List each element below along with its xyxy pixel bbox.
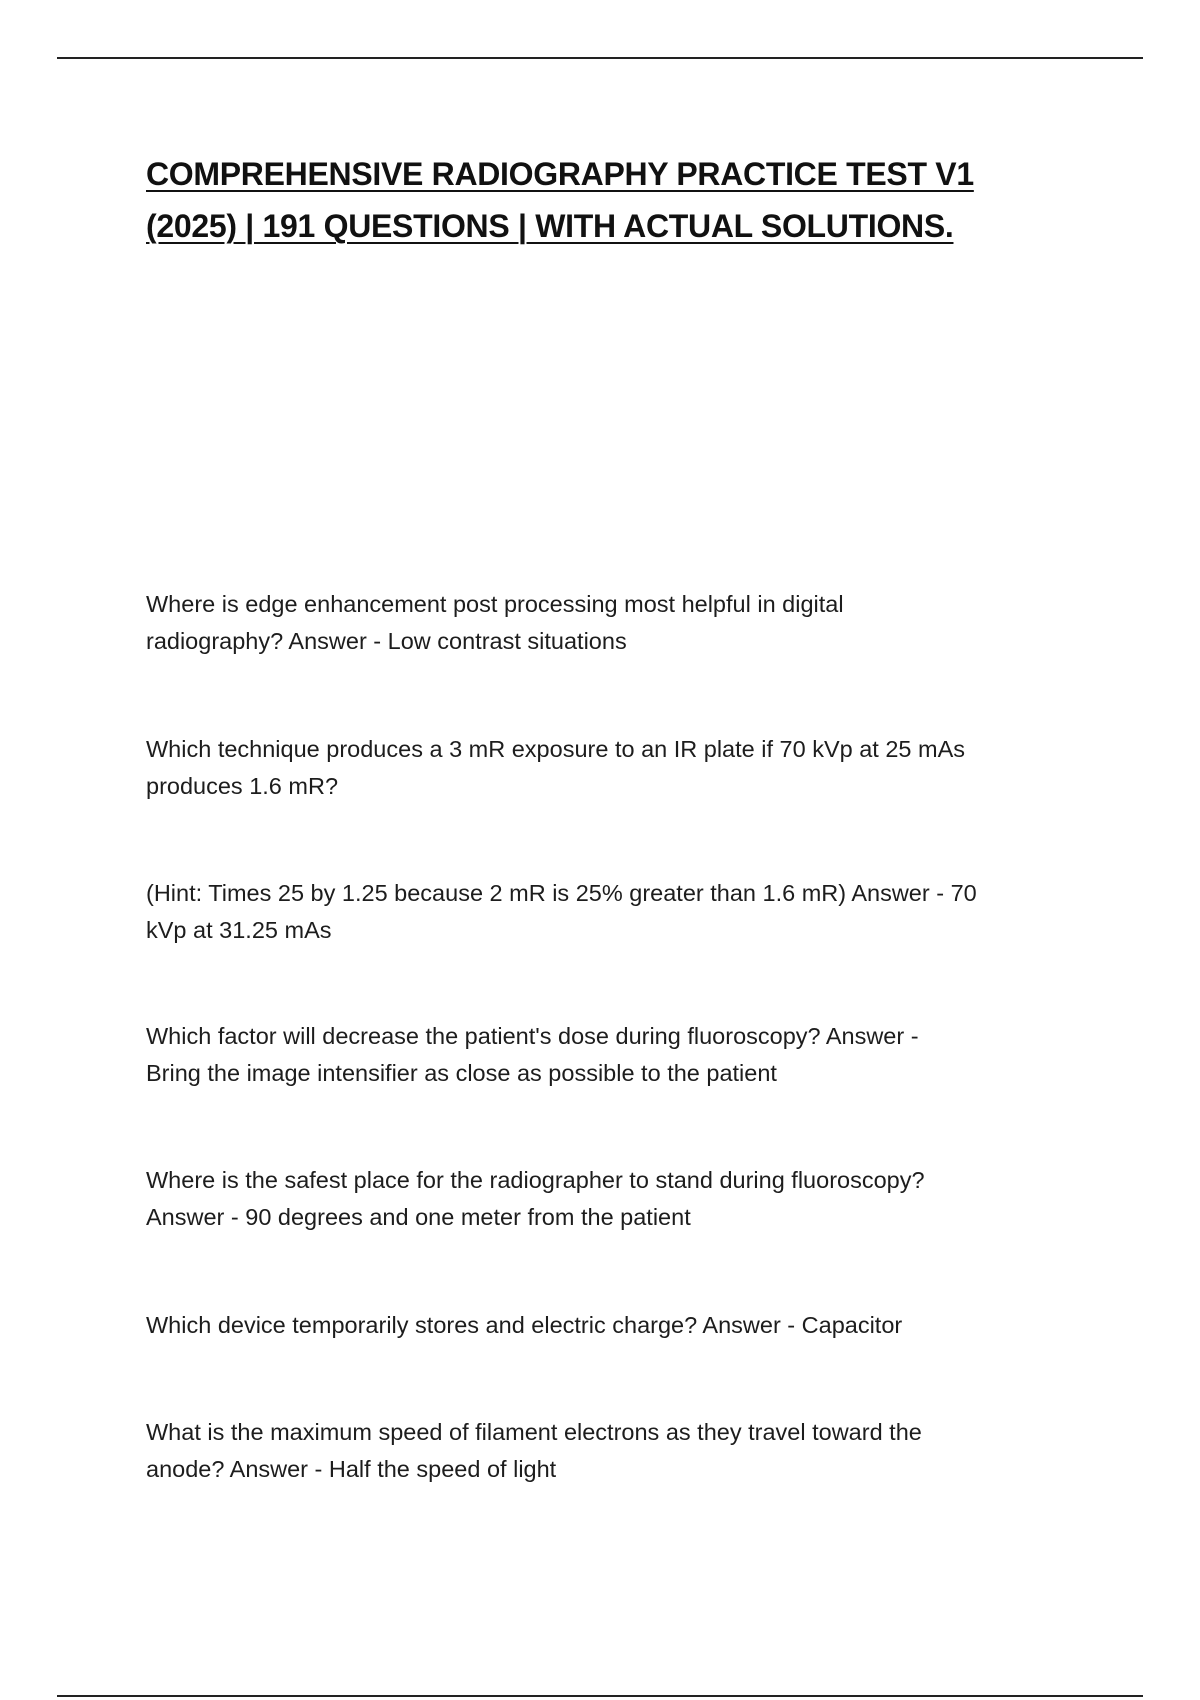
qa-line: produces 1.6 mR? — [146, 773, 339, 799]
qa-line: radiography? Answer - Low contrast situations — [146, 628, 627, 654]
qa-line: (Hint: Times 25 by 1.25 because 2 mR is 25% greater than 1.6 mR) Answer - 70 — [146, 880, 977, 906]
qa-item-6 — [146, 1307, 1066, 1344]
qa-line: Where is the safest place for the radiographer to stand during fluoroscopy? — [146, 1167, 925, 1193]
qa-line: Which device temporarily stores and electric charge? Answer - Capacitor — [146, 1312, 903, 1338]
header-rule — [57, 57, 1143, 59]
qa-line: kVp at 31.25 mAs — [146, 917, 332, 943]
qa-item-1 — [146, 586, 1066, 660]
qa-item-5 — [146, 1162, 1066, 1236]
qa-item-3 — [146, 875, 1066, 949]
qa-item-4 — [146, 1018, 1066, 1092]
qa-line: Which factor will decrease the patient's dose during fluoroscopy? Answer - — [146, 1023, 919, 1049]
qa-item-7 — [146, 1414, 1066, 1488]
title-line-2: (2025) | 191 QUESTIONS | WITH ACTUAL SOLUTIONS. — [146, 208, 954, 244]
document-title — [146, 148, 1106, 252]
footer-rule — [57, 1695, 1143, 1697]
qa-line: Bring the image intensifier as close as possible to the patient — [146, 1060, 777, 1086]
qa-line: Which technique produces a 3 mR exposure to an IR plate if 70 kVp at 25 mAs — [146, 736, 966, 762]
qa-line: anode? Answer - Half the speed of light — [146, 1456, 557, 1482]
qa-line: Where is edge enhancement post processing most helpful in digital — [146, 591, 844, 617]
qa-line: Answer - 90 degrees and one meter from the patient — [146, 1204, 691, 1230]
qa-line: What is the maximum speed of filament electrons as they travel toward the — [146, 1419, 922, 1445]
title-line-1: COMPREHENSIVE RADIOGRAPHY PRACTICE TEST V1 — [146, 156, 974, 192]
qa-item-2 — [146, 731, 1066, 805]
